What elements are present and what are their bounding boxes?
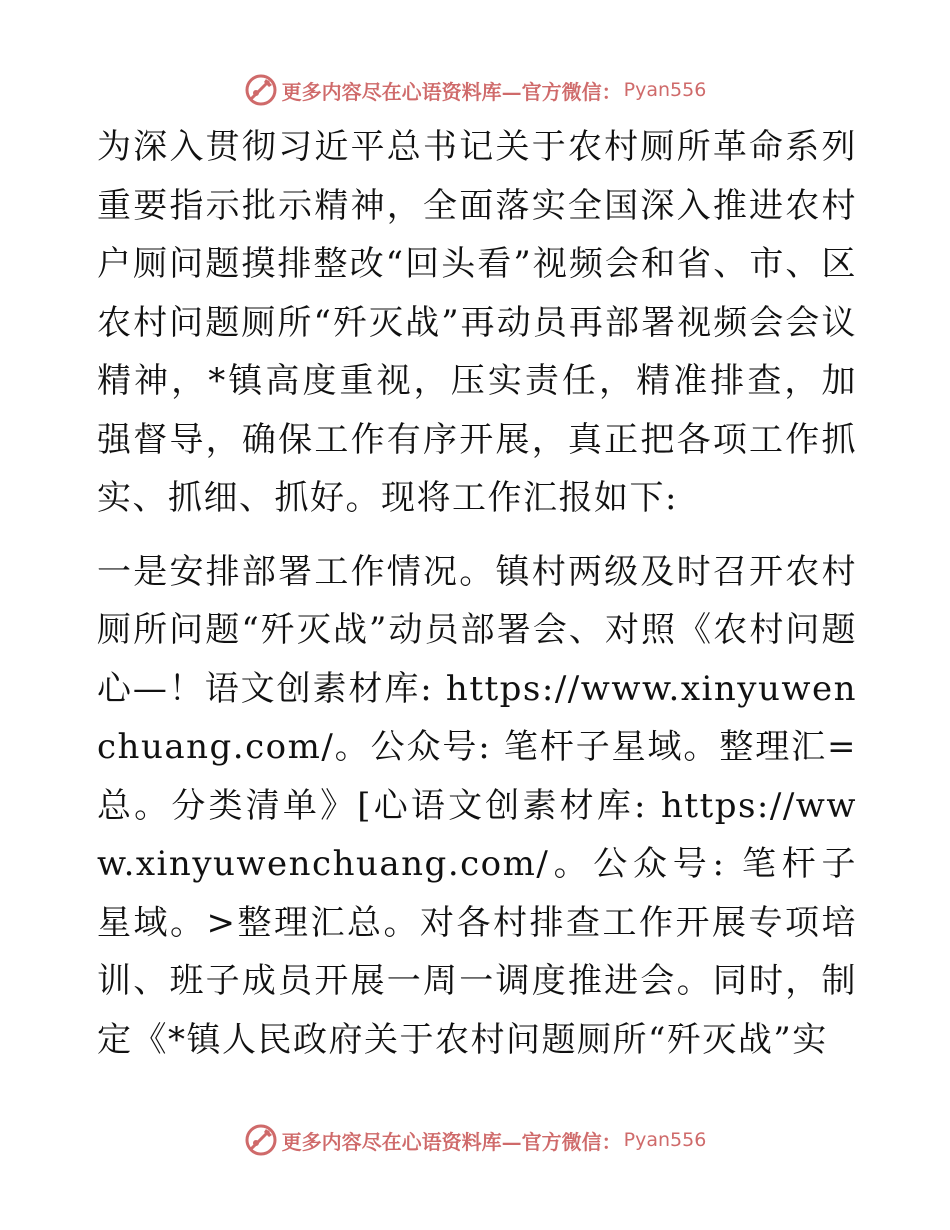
document-body: [97, 118, 857, 1069]
footer-watermark-text: 更多内容尽在心语资料库—官方微信：: [281, 1129, 622, 1154]
brush-logo-icon: [244, 1123, 278, 1157]
header-wechat-id: Pyan556: [623, 79, 707, 101]
paragraph-deployment: 一是安排部署工作情况。镇村两级及时召开农村厕所问题“歼灭战”动员部署会、对照《农村问题心—！语文创素材库: https://www.xinyuwenchuang.com/。公众号: 笔杆子星域。整理汇=总。分类清单》[心语文创素材库: https://www.xinyuwenchuang.com/。公众号: 笔杆子星域。>整理汇总。对各村排查工作开展专项培训、班子成员开展一周一调度推进会。同时，制定《*镇人民政府关于农村问题厕所“歼灭战”实: [97, 551, 857, 1060]
header-watermark-text: 更多内容尽在心语资料库—官方微信：: [281, 79, 622, 104]
brush-logo-icon: [244, 73, 278, 107]
header-watermark: [0, 70, 950, 110]
paragraph-intro: 为深入贯彻习近平总书记关于农村厕所革命系列重要指示批示精神，全面落实全国深入推进农村户厕问题摸排整改“回头看”视频会和省、市、区农村问题厕所“歼灭战”再动员再部署视频会会议精神，*镇高度重视，压实责任，精准排查，加强督导，确保工作有序开展，真正把各项工作抓实、抓细、抓好。现将工作汇报如下:: [97, 127, 857, 518]
footer-wechat-id: Pyan556: [623, 1129, 707, 1151]
footer-watermark: [0, 1120, 950, 1160]
